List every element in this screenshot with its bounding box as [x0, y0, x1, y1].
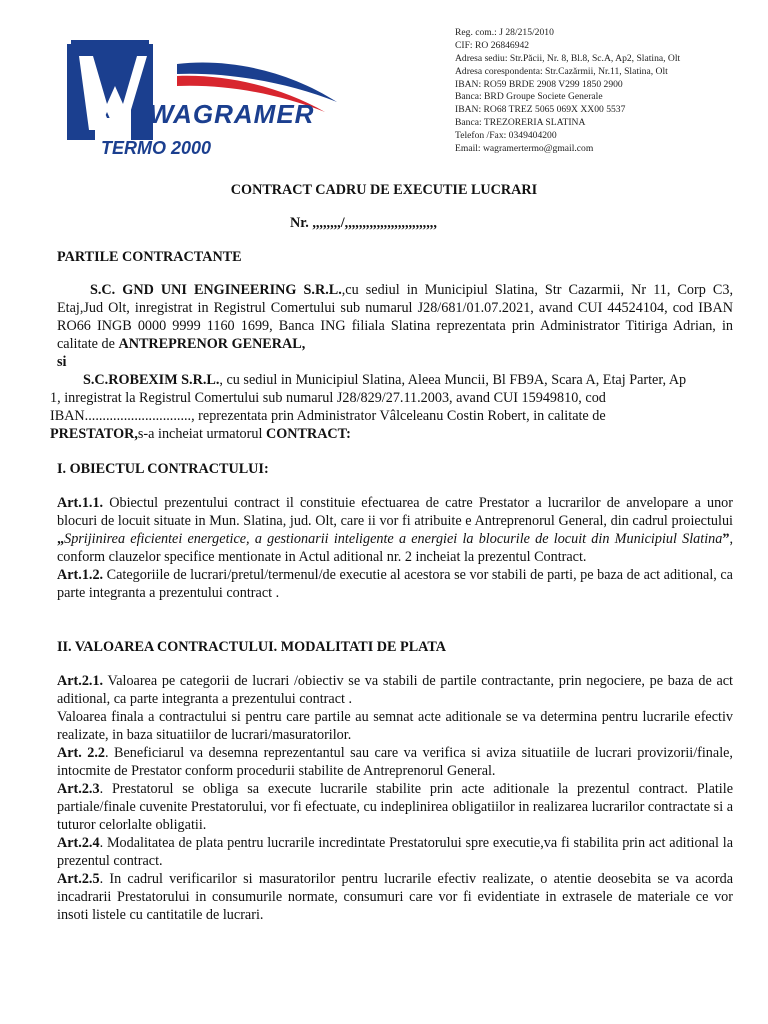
art21-label: Art.2.1. [57, 673, 104, 689]
art22-text: . Beneficiarul va desemna reprezentantul sau care va verifica si aviza situatiile de lucrari provizorii/finale, intocmite de Prestator conform procedurii stabilite de Antreprenorul General. [57, 745, 733, 779]
logo-sub-text: TERMO 2000 [101, 138, 212, 158]
art23-label: Art.2.3 [57, 781, 100, 797]
company-info-line: CIF: RO 26846942 [455, 39, 530, 51]
party1-role: ANTREPRENOR GENERAL, [118, 336, 306, 352]
company-info [455, 27, 680, 156]
art12-label: Art.1.2. [57, 567, 104, 583]
art24-text: . Modalitatea de plata pentru lucrarile incredintate Prestatorului spre executie,va fi stabilita prin act aditional la prezentul contract. [57, 835, 733, 869]
section1-body [57, 494, 733, 602]
section1-heading: I. OBIECTUL CONTRACTULUI: [57, 461, 269, 477]
art11-text2: , conform clauzelor specifice mentionate in Actul aditional nr. 2 incheiat la prezentul Contract. [57, 531, 733, 565]
company-info-line: Banca: TREZORERIA SLATINA [455, 117, 586, 129]
party2-text-line3: IBAN.............................., reprezentata prin Administrator Vâlceleanu Costin Robert, in calitate de [50, 408, 606, 424]
party2-text-line2: 1, inregistrat la Registrul Comertului sub numarul J28/829/27.11.2003, avand CUI 15949810, cod [50, 390, 606, 406]
art22-label: Art. 2.2 [57, 745, 106, 761]
party1-paragraph [57, 281, 733, 371]
company-info-line: Email: wagramertermo@gmail.com [455, 143, 594, 155]
party2-text-line1: , cu sediul in Municipiul Slatina, Aleea Muncii, Bl FB9A, Scara A, Etaj Parter, Ap [219, 372, 687, 388]
party2-text-line4: s-a incheiat urmatorul [137, 426, 266, 442]
logo-brand-text: WAGRAMER [149, 99, 315, 129]
art11-label: Art.1.1. [57, 495, 104, 511]
section2-heading: II. VALOAREA CONTRACTULUI. MODALITATI DE PLATA [57, 639, 447, 655]
art25-label: Art.2.5 [57, 871, 100, 887]
party1-name: S.C. GND UNI ENGINEERING S.R.L. [90, 282, 342, 298]
party2-paragraph [50, 371, 733, 443]
company-info-line: Adresa corespondenta: Str.Cazărmii, Nr.11, Slatina, Olt [455, 65, 668, 77]
party2-role: PRESTATOR, [50, 426, 138, 442]
wagramer-logo-graphic [57, 30, 370, 160]
company-info-line: Banca: BRD Groupe Societe Generale [455, 91, 603, 103]
company-info-line: Telefon /Fax: 0349404200 [455, 130, 557, 142]
contract-word: CONTRACT: [265, 426, 351, 442]
company-logo [57, 30, 370, 160]
company-info-line: IBAN: RO59 BRDE 2908 V299 1850 2900 [455, 78, 623, 90]
final-value-text: Valoarea finala a contractului si pentru care partile au semnat acte aditionale se va determina pentru lucrarile efectiv realizate, in baza situatiilor de lucrari/masuratorilor. [57, 709, 733, 743]
art24-label: Art.2.4 [57, 835, 100, 851]
art23-text: . Prestatorul se obliga sa execute lucrarile stabilite prin acte aditionale la prezentul contract. Platile partiale/finale cuvenite Prestatorului, vor fi efectuate, cu indeplinirea obligatiilor in realizarea lucrarilor contractate si a tuturor celorlalte obligatii. [57, 781, 733, 833]
company-info-line: Adresa sediu: Str.Păcii, Nr. 8, Bl.8, Sc.A, Ap2, Slatina, Olt [455, 52, 681, 64]
parties-heading: PARTILE CONTRACTANTE [57, 249, 242, 265]
art11-project: Sprijinirea eficientei energetice, a gestionarii inteligente a energiei la blocurile de locuit din Municipiul Slatina [64, 531, 723, 547]
art25-text: . In cadrul verificarilor si masuratorilor pentru lucrarile efectiv realizate, o atentie deosebita se va acorda incadrarii Prestatorului in consumurile normate, consumuri care vor fi evidentiate in extrasele de materiale ce vor insoti listele cu cantitatile de lucrari. [57, 871, 733, 923]
contract-number: Nr. ,,,,,,,,/,,,,,,,,,,,,,,,,,,,,,,,,,, [290, 215, 437, 231]
document-title: CONTRACT CADRU DE EXECUTIE LUCRARI [230, 182, 538, 198]
party1-text: ,cu sediul in Municipiul Slatina, Str Cazarmii, Nr 11, Corp C3, Etaj,Jud Olt, inregistrat in Registrul Comertului sub numarul J28/681/01.07.2021, avand CUI 44524104, cod IBAN RO66 INGB 0000 9999 1160 1699, Banca ING filiala Slatina reprezentata prin Administrator Titiriga Adrian, in calitate de [57, 282, 733, 352]
party2-name: S.C.ROBEXIM S.R.L. [83, 372, 220, 388]
art21-text: Valoarea pe categorii de lucrari /obiectiv se va stabili de partile contractante, prin negociere, pe baza de act aditional, ca parte integranta a prezentului contract . [57, 673, 733, 707]
art12-text: Categoriile de lucrari/pretul/termenul/de executie al acestora se vor stabili de parti, pe baza de act aditional, ca parte integranta a prezentului contract . [57, 567, 733, 601]
conjunction: si [57, 354, 67, 370]
section2-body [57, 672, 733, 924]
art11-quote-open: „ [57, 531, 65, 547]
art11-quote-close: ” [722, 531, 730, 547]
art11-text: Obiectul prezentului contract il constituie efectuarea de catre Prestator a lucrarilor de anvelopare a unor blocuri de locuit situate in Mun. Slatina, jud. Olt, care ii vor fi atribuite e Antreprenorul General, din cadrul proiectului [57, 495, 733, 529]
company-info-line: IBAN: RO68 TREZ 5065 069X XX00 5537 [455, 104, 626, 116]
company-info-line: Reg. com.: J 28/215/2010 [455, 27, 554, 38]
